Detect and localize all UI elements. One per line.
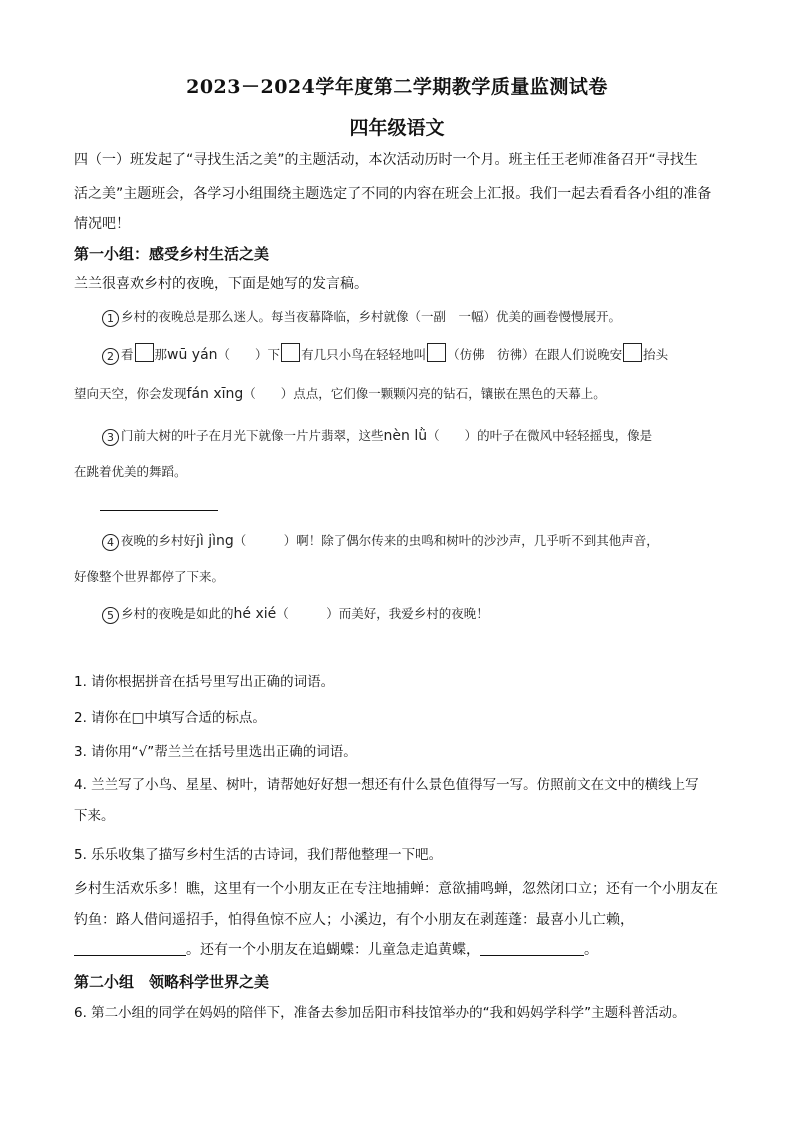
poem-line-3-end: 。 xyxy=(584,942,598,958)
exam-title: 2023－2024学年度第二学期教学质量监测试卷 xyxy=(186,76,608,98)
answer-blank-he-xie[interactable]: （ ）而美好，我爱乡村的夜晚！ xyxy=(276,606,489,621)
draft-paragraph-1 xyxy=(102,307,756,327)
punctuation-box-1[interactable] xyxy=(135,343,154,362)
answer-blank-ji-jing[interactable]: （ ）啊！除了偶尔传来的虫鸣和树叶的沙沙声，几乎听不到其他声音， xyxy=(233,533,659,548)
draft-paragraph-2-line-2 xyxy=(74,384,728,404)
pinyin-ji-jing: jì jìng xyxy=(196,533,234,549)
group1-heading: 第一小组：感受乡村生活之美 xyxy=(74,245,270,263)
group1-lead: 兰兰很喜欢乡村的夜晚，下面是她写的发言稿。 xyxy=(74,276,368,292)
pinyin-wu-yan: wū yán xyxy=(167,347,218,363)
question-3: 3. 请你用“√”帮兰兰在括号里选出正确的词语。 xyxy=(74,744,357,760)
intro-line-1: 四（一）班发起了“寻找生活之美”的主题活动，本次活动历时一个月。班主任王老师准备召开“寻找生 xyxy=(74,152,698,168)
draft-p4-text-a: 夜晚的乡村好 xyxy=(121,533,197,548)
draft-paragraph-2 xyxy=(102,343,756,365)
circled-number-3: 3 xyxy=(102,429,119,446)
question-4-continued: 下来。 xyxy=(74,808,115,824)
draft-paragraph-3-line-2: 在跳着优美的舞蹈。 xyxy=(74,464,187,479)
exam-subtitle: 四年级语文 xyxy=(349,117,445,139)
question-5: 5. 乐乐收集了描写乡村生活的古诗词，我们帮他整理一下吧。 xyxy=(74,847,443,863)
poem-line-3-text: 。还有一个小朋友在追蝴蝶：儿童急走追黄蝶， xyxy=(186,942,480,958)
question-2: 2. 请你在□中填写合适的标点。 xyxy=(74,710,266,726)
answer-blank-nen-lv[interactable]: （ ）的叶子在微风中轻轻摇曳，像是 xyxy=(427,428,653,443)
circled-number-5: 5 xyxy=(102,607,119,624)
group2-heading: 第二小组 领略科学世界之美 xyxy=(74,973,270,991)
draft-p2-text-d: 有几只小鸟在轻轻地叫 xyxy=(301,347,427,362)
draft-p5-text-a: 乡村的夜晚是如此的 xyxy=(121,606,234,621)
question-6: 6. 第二小组的同学在妈妈的陪伴下，准备去参加岳阳市科技馆举办的“我和妈妈学科学”主题科普活动。 xyxy=(74,1005,686,1021)
question-4: 4. 兰兰写了小鸟、星星、树叶，请帮她好好想一想还有什么景色值得写一写。仿照前文在文中的横线上写 xyxy=(74,777,699,793)
draft-paragraph-4-line-2: 好像整个世界都停了下来。 xyxy=(74,569,225,584)
pinyin-fan-xing: fán xīng xyxy=(186,386,244,402)
answer-blank-fan-xing[interactable]: （ ）点点，它们像一颗颗闪亮的钻石，镶嵌在黑色的天幕上。 xyxy=(243,386,606,401)
pinyin-he-xie: hé xié xyxy=(233,606,277,622)
punctuation-box-4[interactable] xyxy=(623,343,642,362)
question-1: 1. 请你根据拼音在括号里写出正确的词语。 xyxy=(74,674,335,690)
draft-p2-text-a: 看 xyxy=(121,347,134,362)
intro-line-2: 活之美”主题班会，各学习小组围绕主题选定了不同的内容在班会上汇报。我们一起去看看各小组的准备 xyxy=(74,186,712,202)
answer-blank-wu-yan[interactable]: （ ）下 xyxy=(217,347,281,362)
draft-paragraph-4 xyxy=(102,531,756,551)
poem-answer-blank-1[interactable] xyxy=(74,941,186,956)
poem-line-1: 乡村生活欢乐多！瞧，这里有一个小朋友正在专注地捕蝉：意欲捕鸣蝉，忽然闭口立；还有一个小朋友在 xyxy=(74,881,718,897)
poem-answer-blank-2[interactable] xyxy=(480,941,584,956)
draft-p2-choice[interactable]: （仿佛 彷彿）在跟人们说晚安 xyxy=(447,347,623,362)
draft-p2-line2-a: 望向天空，你会发现 xyxy=(74,386,187,401)
poem-line-3 xyxy=(74,940,728,960)
draft-p3-text-a: 门前大树的叶子在月光下就像一片片翡翠，这些 xyxy=(121,428,384,443)
draft-p2-text-f: 抬头 xyxy=(643,347,669,362)
write-in-line[interactable] xyxy=(100,510,218,511)
draft-p1-text: 乡村的夜晚总是那么迷人。每当夜幕降临，乡村就像（一副 一幅）优美的画卷慢慢展开。 xyxy=(121,309,622,324)
punctuation-box-3[interactable] xyxy=(427,343,446,362)
intro-line-3: 情况吧！ xyxy=(74,216,130,232)
poem-line-2: 钓鱼：路人借问遥招手，怕得鱼惊不应人；小溪边，有个小朋友在剥莲蓬：最喜小儿亡赖， xyxy=(74,912,634,928)
draft-p2-text-b: 那 xyxy=(154,347,168,362)
circled-number-4: 4 xyxy=(102,534,119,551)
punctuation-box-2[interactable] xyxy=(281,343,300,362)
circled-number-1: 1 xyxy=(102,310,119,327)
pinyin-nen-lv: nèn lǜ xyxy=(383,428,428,444)
draft-paragraph-5 xyxy=(102,604,756,624)
circled-number-2: 2 xyxy=(102,348,119,365)
draft-paragraph-3 xyxy=(102,426,756,446)
